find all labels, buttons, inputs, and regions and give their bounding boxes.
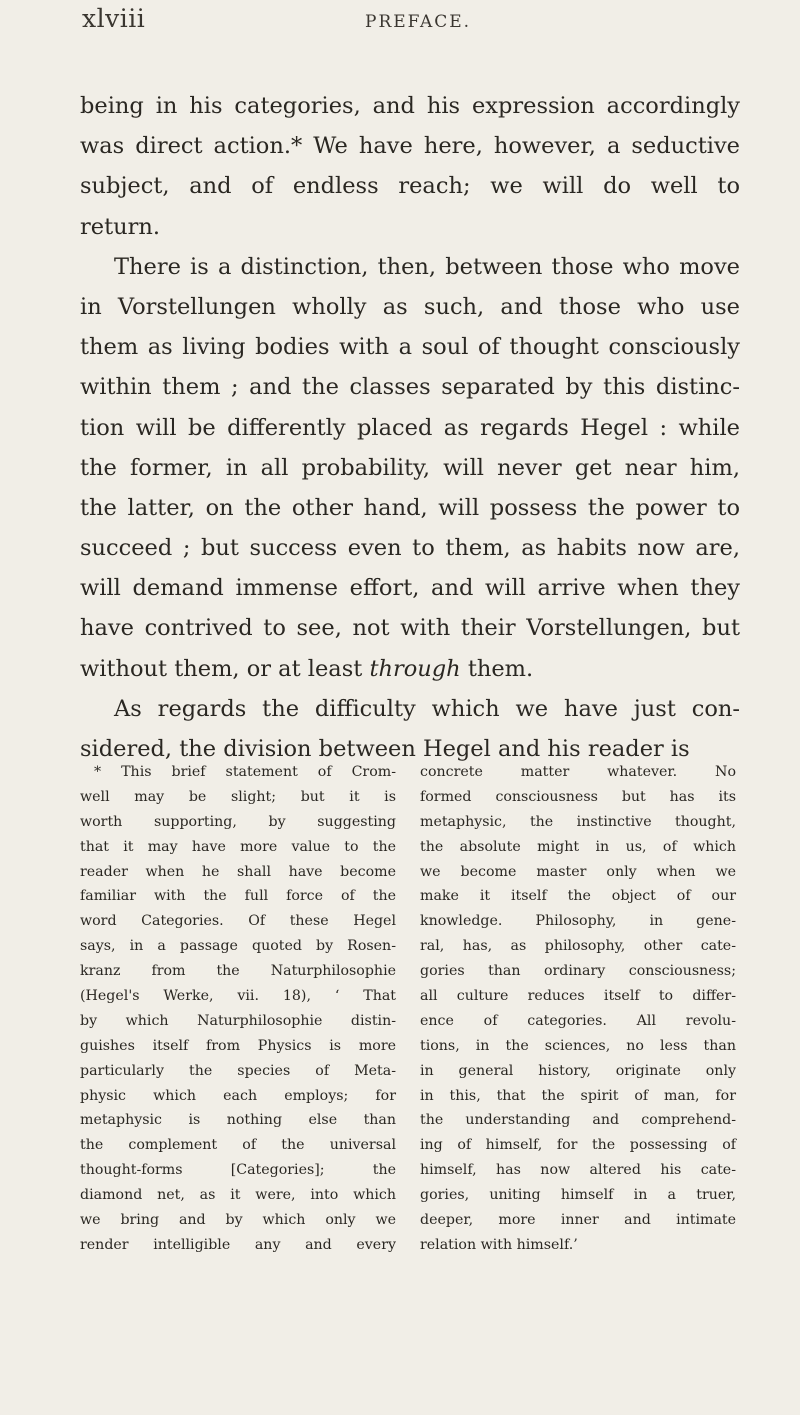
- text-segment: without them, or at least: [80, 655, 370, 682]
- footnote-line: worth supporting, by suggesting: [80, 813, 396, 830]
- footnote-line: concrete matter whatever. No: [420, 764, 736, 780]
- footnote-line: the complement of the universal: [80, 1137, 396, 1154]
- text-line: will demand immense effort, and will arrive when they: [80, 575, 740, 602]
- footnote-line: thought-forms [Categories]; the: [80, 1162, 396, 1179]
- footnote-line: knowledge. Philosophy, in gene-: [420, 913, 736, 930]
- footnote-line: diamond net, as it were, into which: [80, 1187, 396, 1204]
- page-number: xlviii: [82, 4, 146, 33]
- text-line: in Vorstellungen wholly as such, and those who use: [80, 293, 740, 320]
- text-line: There is a distinction, then, between those who move: [114, 253, 740, 280]
- main-text: [80, 86, 740, 769]
- footnote-line: we bring and by which only we: [80, 1212, 396, 1229]
- footnote-line: * This brief statement of Crom-: [94, 764, 396, 780]
- footnote-line: relation with himself.’: [420, 1236, 578, 1253]
- text-line: tion will be differently placed as regards Hegel : while: [80, 414, 740, 441]
- text-line: subject, and of endless reach; we will do well to: [80, 173, 740, 200]
- text-line: return.: [80, 213, 161, 240]
- text-line: succeed ; but success even to them, as habits now are,: [80, 535, 740, 562]
- footnote-line: make it itself the object of our: [420, 888, 736, 905]
- text-line: sidered, the division between Hegel and his reader is: [80, 736, 690, 762]
- footnote-line: guishes itself from Physics is more: [80, 1037, 396, 1054]
- text-line: As regards the difficulty which we have just con-: [114, 695, 740, 722]
- footnote-line: says, in a passage quoted by Rosen-: [80, 938, 396, 955]
- footnote-line: kranz from the Naturphilosophie: [80, 963, 396, 980]
- footnote-line: himself, has now altered his cate-: [420, 1162, 736, 1179]
- footnote-line: metaphysic, the instinctive thought,: [420, 813, 736, 830]
- text-line: was direct action.* We have here, however, a seductive: [80, 133, 740, 160]
- footnote-line: word Categories. Of these Hegel: [80, 913, 396, 930]
- footnote-line: ing of himself, for the possessing of: [420, 1137, 736, 1154]
- footnote-line: in this, that the spirit of man, for: [420, 1087, 736, 1104]
- text-line: the former, in all probability, will never get near him,: [80, 454, 740, 481]
- footnote-line: reader when he shall have become: [80, 863, 396, 880]
- footnote-line: the absolute might in us, of which: [420, 838, 736, 855]
- text-line: the latter, on the other hand, will possess the power to: [80, 494, 740, 521]
- footnote-line: physic which each employs; for: [80, 1087, 396, 1104]
- footnote-line: we become master only when we: [420, 863, 736, 880]
- footnote-line: in general history, originate only: [420, 1062, 736, 1079]
- text-line: have contrived to see, not with their Vorstellungen, but: [80, 615, 740, 642]
- footnote-line: the understanding and comprehend-: [420, 1112, 736, 1129]
- text-line: them as living bodies with a soul of thought consciously: [80, 334, 740, 361]
- footnote-line: by which Naturphilosophie distin-: [80, 1012, 396, 1029]
- running-title: PREFACE.: [365, 12, 472, 32]
- footnote-line: gories, uniting himself in a truer,: [420, 1187, 736, 1204]
- footnote-column-right: [420, 760, 736, 1258]
- footnote-line: gories than ordinary consciousness;: [420, 963, 736, 980]
- footnote-line: familiar with the full force of the: [80, 888, 396, 905]
- footnote: [80, 760, 740, 1400]
- footnote-line: metaphysic is nothing else than: [80, 1112, 396, 1129]
- text-line: being in his categories, and his expression accordingly: [80, 93, 740, 119]
- running-head: [82, 4, 732, 38]
- footnote-line: (Hegel's Werke, vii. 18), ‘ That: [80, 988, 396, 1005]
- text-line: within them ; and the classes separated by this distinc-: [80, 374, 740, 401]
- text-segment: them.: [460, 655, 534, 682]
- italic-word: through: [369, 655, 461, 682]
- footnote-line: particularly the species of Meta-: [80, 1062, 396, 1079]
- footnote-line: ence of categories. All revolu-: [420, 1012, 736, 1029]
- footnote-column-left: [80, 760, 396, 1258]
- footnote-line: well may be slight; but it is: [80, 788, 396, 805]
- text-line: [80, 649, 740, 689]
- footnote-line: formed consciousness but has its: [420, 788, 736, 805]
- footnote-line: all culture reduces itself to differ-: [420, 988, 736, 1005]
- footnote-line: that it may have more value to the: [80, 838, 396, 855]
- footnote-line: ral, has, as philosophy, other cate-: [420, 938, 736, 955]
- footnote-line: render intelligible any and every: [80, 1236, 396, 1253]
- footnote-line: tions, in the sciences, no less than: [420, 1037, 736, 1054]
- footnote-line: deeper, more inner and intimate: [420, 1212, 736, 1229]
